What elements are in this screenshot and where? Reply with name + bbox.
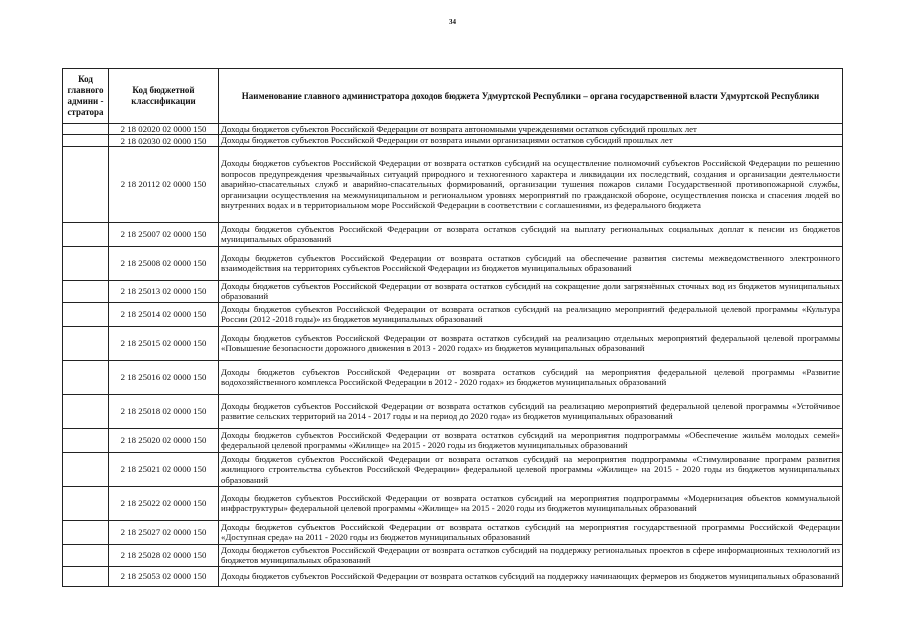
admin-code-cell	[63, 222, 109, 246]
table-row	[63, 452, 843, 486]
table-row	[63, 360, 843, 394]
budget-code-cell: 2 18 25008 02 0000 150	[109, 246, 219, 280]
budget-code-cell: 2 18 25028 02 0000 150	[109, 544, 219, 566]
revenue-name-cell: Доходы бюджетов субъектов Российской Федерации от возврата остатков субсидий на реализацию мероприятий федеральной целевой программы «Устойчивое развитие сельских территорий на 2014 - 2017 годы и на период до 2020 года» из бюджетов муниципальных образований	[219, 394, 843, 428]
admin-code-cell	[63, 566, 109, 586]
admin-code-cell	[63, 520, 109, 544]
revenue-name-cell: Доходы бюджетов субъектов Российской Федерации от возврата остатков субсидий на обеспечение развития системы межведомственного электронного взаимодействия на территориях субъектов Российской Федерации из бюджетов муниципальных образований	[219, 246, 843, 280]
header-admin-code: Код главного админи - стратора	[63, 69, 109, 124]
budget-code-cell: 2 18 25016 02 0000 150	[109, 360, 219, 394]
revenue-name-cell: Доходы бюджетов субъектов Российской Федерации от возврата остатков субсидий на поддержку региональных проектов в сфере информационных технологий из бюджетов муниципальных образований	[219, 544, 843, 566]
budget-code-cell: 2 18 02030 02 0000 150	[109, 135, 219, 146]
revenue-name-cell: Доходы бюджетов субъектов Российской Федерации от возврата остатков субсидий на реализацию отдельных мероприятий федеральной целевой программы «Повышение безопасности дорожного движения в 2013 - 2020 годах» из бюджетов муниципальных образований	[219, 326, 843, 360]
table-row	[63, 520, 843, 544]
admin-code-cell	[63, 326, 109, 360]
revenue-name-cell: Доходы бюджетов субъектов Российской Федерации от возврата остатков субсидий на мероприятия подпрограммы «Стимулирование программ развития жилищного строительства субъектов Российской Федерации» федеральной целевой программы «Жилище» на 2015 - 2020 годы из бюджетов муниципальных образований	[219, 452, 843, 486]
budget-code-cell: 2 18 25013 02 0000 150	[109, 280, 219, 302]
admin-code-cell	[63, 452, 109, 486]
revenue-name-cell: Доходы бюджетов субъектов Российской Федерации от возврата остатков субсидий на сокращение доли загрязнённых сточных вод из бюджетов муниципальных образований	[219, 280, 843, 302]
admin-code-cell	[63, 360, 109, 394]
revenue-codes-table	[62, 68, 843, 587]
admin-code-cell	[63, 544, 109, 566]
admin-code-cell	[63, 135, 109, 146]
table-row	[63, 566, 843, 586]
table-row	[63, 280, 843, 302]
budget-code-cell: 2 18 25021 02 0000 150	[109, 452, 219, 486]
page-number: 34	[449, 18, 456, 26]
admin-code-cell	[63, 302, 109, 326]
budget-code-cell: 2 18 25053 02 0000 150	[109, 566, 219, 586]
budget-code-cell: 2 18 02020 02 0000 150	[109, 124, 219, 135]
revenue-name-cell: Доходы бюджетов субъектов Российской Федерации от возврата иными организациями остатков субсидий прошлых лет	[219, 135, 843, 146]
admin-code-cell	[63, 146, 109, 222]
table-row	[63, 394, 843, 428]
table-row	[63, 544, 843, 566]
revenue-name-cell: Доходы бюджетов субъектов Российской Федерации от возврата остатков субсидий на осуществление полномочий субъектов Российской Федерации по решению вопросов предупреждения чрезвычайных ситуаций природного и техногенного характера и ликвидации их последствий, создания и организации деятельности аварийно-спасательных служб и аварийно-спасательных формирований, организации тушения пожаров силами Государственной противопожарной службы, организации осуществления на межмуниципальном и региональном уровнях мероприятий по гражданской обороне, осуществления поиска и спасения людей во внутренних водах и в территориальном море Российской Федерации в соответствии с соглашениями, из федерального бюджета	[219, 146, 843, 222]
revenue-name-cell: Доходы бюджетов субъектов Российской Федерации от возврата остатков субсидий на мероприятия подпрограммы «Обеспечение жильём молодых семей» федеральной целевой программы «Жилище» на 2015 - 2020 годы из бюджетов муниципальных образований	[219, 428, 843, 452]
table-row	[63, 326, 843, 360]
budget-code-cell: 2 18 20112 02 0000 150	[109, 146, 219, 222]
table-row	[63, 246, 843, 280]
table-row	[63, 428, 843, 452]
revenue-name-cell: Доходы бюджетов субъектов Российской Федерации от возврата остатков субсидий на выплату региональных социальных доплат к пенсии из бюджетов муниципальных образований	[219, 222, 843, 246]
table-row	[63, 486, 843, 520]
admin-code-cell	[63, 124, 109, 135]
budget-code-cell: 2 18 25018 02 0000 150	[109, 394, 219, 428]
header-name: Наименование главного администратора доходов бюджета Удмуртской Республики – органа государственной власти Удмуртской Республики	[219, 69, 843, 124]
budget-code-cell: 2 18 25015 02 0000 150	[109, 326, 219, 360]
budget-code-cell: 2 18 25007 02 0000 150	[109, 222, 219, 246]
table-row	[63, 135, 843, 146]
budget-code-cell: 2 18 25014 02 0000 150	[109, 302, 219, 326]
header-budget-code: Код бюджетной классификации	[109, 69, 219, 124]
admin-code-cell	[63, 428, 109, 452]
table-row	[63, 146, 843, 222]
revenue-name-cell: Доходы бюджетов субъектов Российской Федерации от возврата остатков субсидий на реализацию мероприятий федеральной целевой программы «Культура России (2012 -2018 годы)» из бюджетов муниципальных образований	[219, 302, 843, 326]
table-row	[63, 302, 843, 326]
budget-code-cell: 2 18 25020 02 0000 150	[109, 428, 219, 452]
revenue-name-cell: Доходы бюджетов субъектов Российской Федерации от возврата остатков субсидий на поддержку начинающих фермеров из бюджетов муниципальных образований	[219, 566, 843, 586]
table-row	[63, 124, 843, 135]
revenue-name-cell: Доходы бюджетов субъектов Российской Федерации от возврата автономными учреждениями остатков субсидий прошлых лет	[219, 124, 843, 135]
revenue-name-cell: Доходы бюджетов субъектов Российской Федерации от возврата остатков субсидий на мероприятия подпрограммы «Модернизация объектов коммунальной инфраструктуры» федеральной целевой программы «Жилище» на 2015 - 2020 годы из бюджетов муниципальных образований	[219, 486, 843, 520]
admin-code-cell	[63, 394, 109, 428]
admin-code-cell	[63, 486, 109, 520]
admin-code-cell	[63, 280, 109, 302]
budget-code-cell: 2 18 25027 02 0000 150	[109, 520, 219, 544]
revenue-name-cell: Доходы бюджетов субъектов Российской Федерации от возврата остатков субсидий на мероприятия федеральной целевой программы «Развитие водохозяйственного комплекса Российской Федерации в 2012 - 2020 годах» из бюджетов муниципальных образований	[219, 360, 843, 394]
table-header-row	[63, 69, 843, 124]
budget-code-cell: 2 18 25022 02 0000 150	[109, 486, 219, 520]
revenue-name-cell: Доходы бюджетов субъектов Российской Федерации от возврата остатков субсидий на мероприятия государственной программы Российской Федерации «Доступная среда» на 2011 - 2020 годы из бюджетов муниципальных образований	[219, 520, 843, 544]
table-row	[63, 222, 843, 246]
admin-code-cell	[63, 246, 109, 280]
